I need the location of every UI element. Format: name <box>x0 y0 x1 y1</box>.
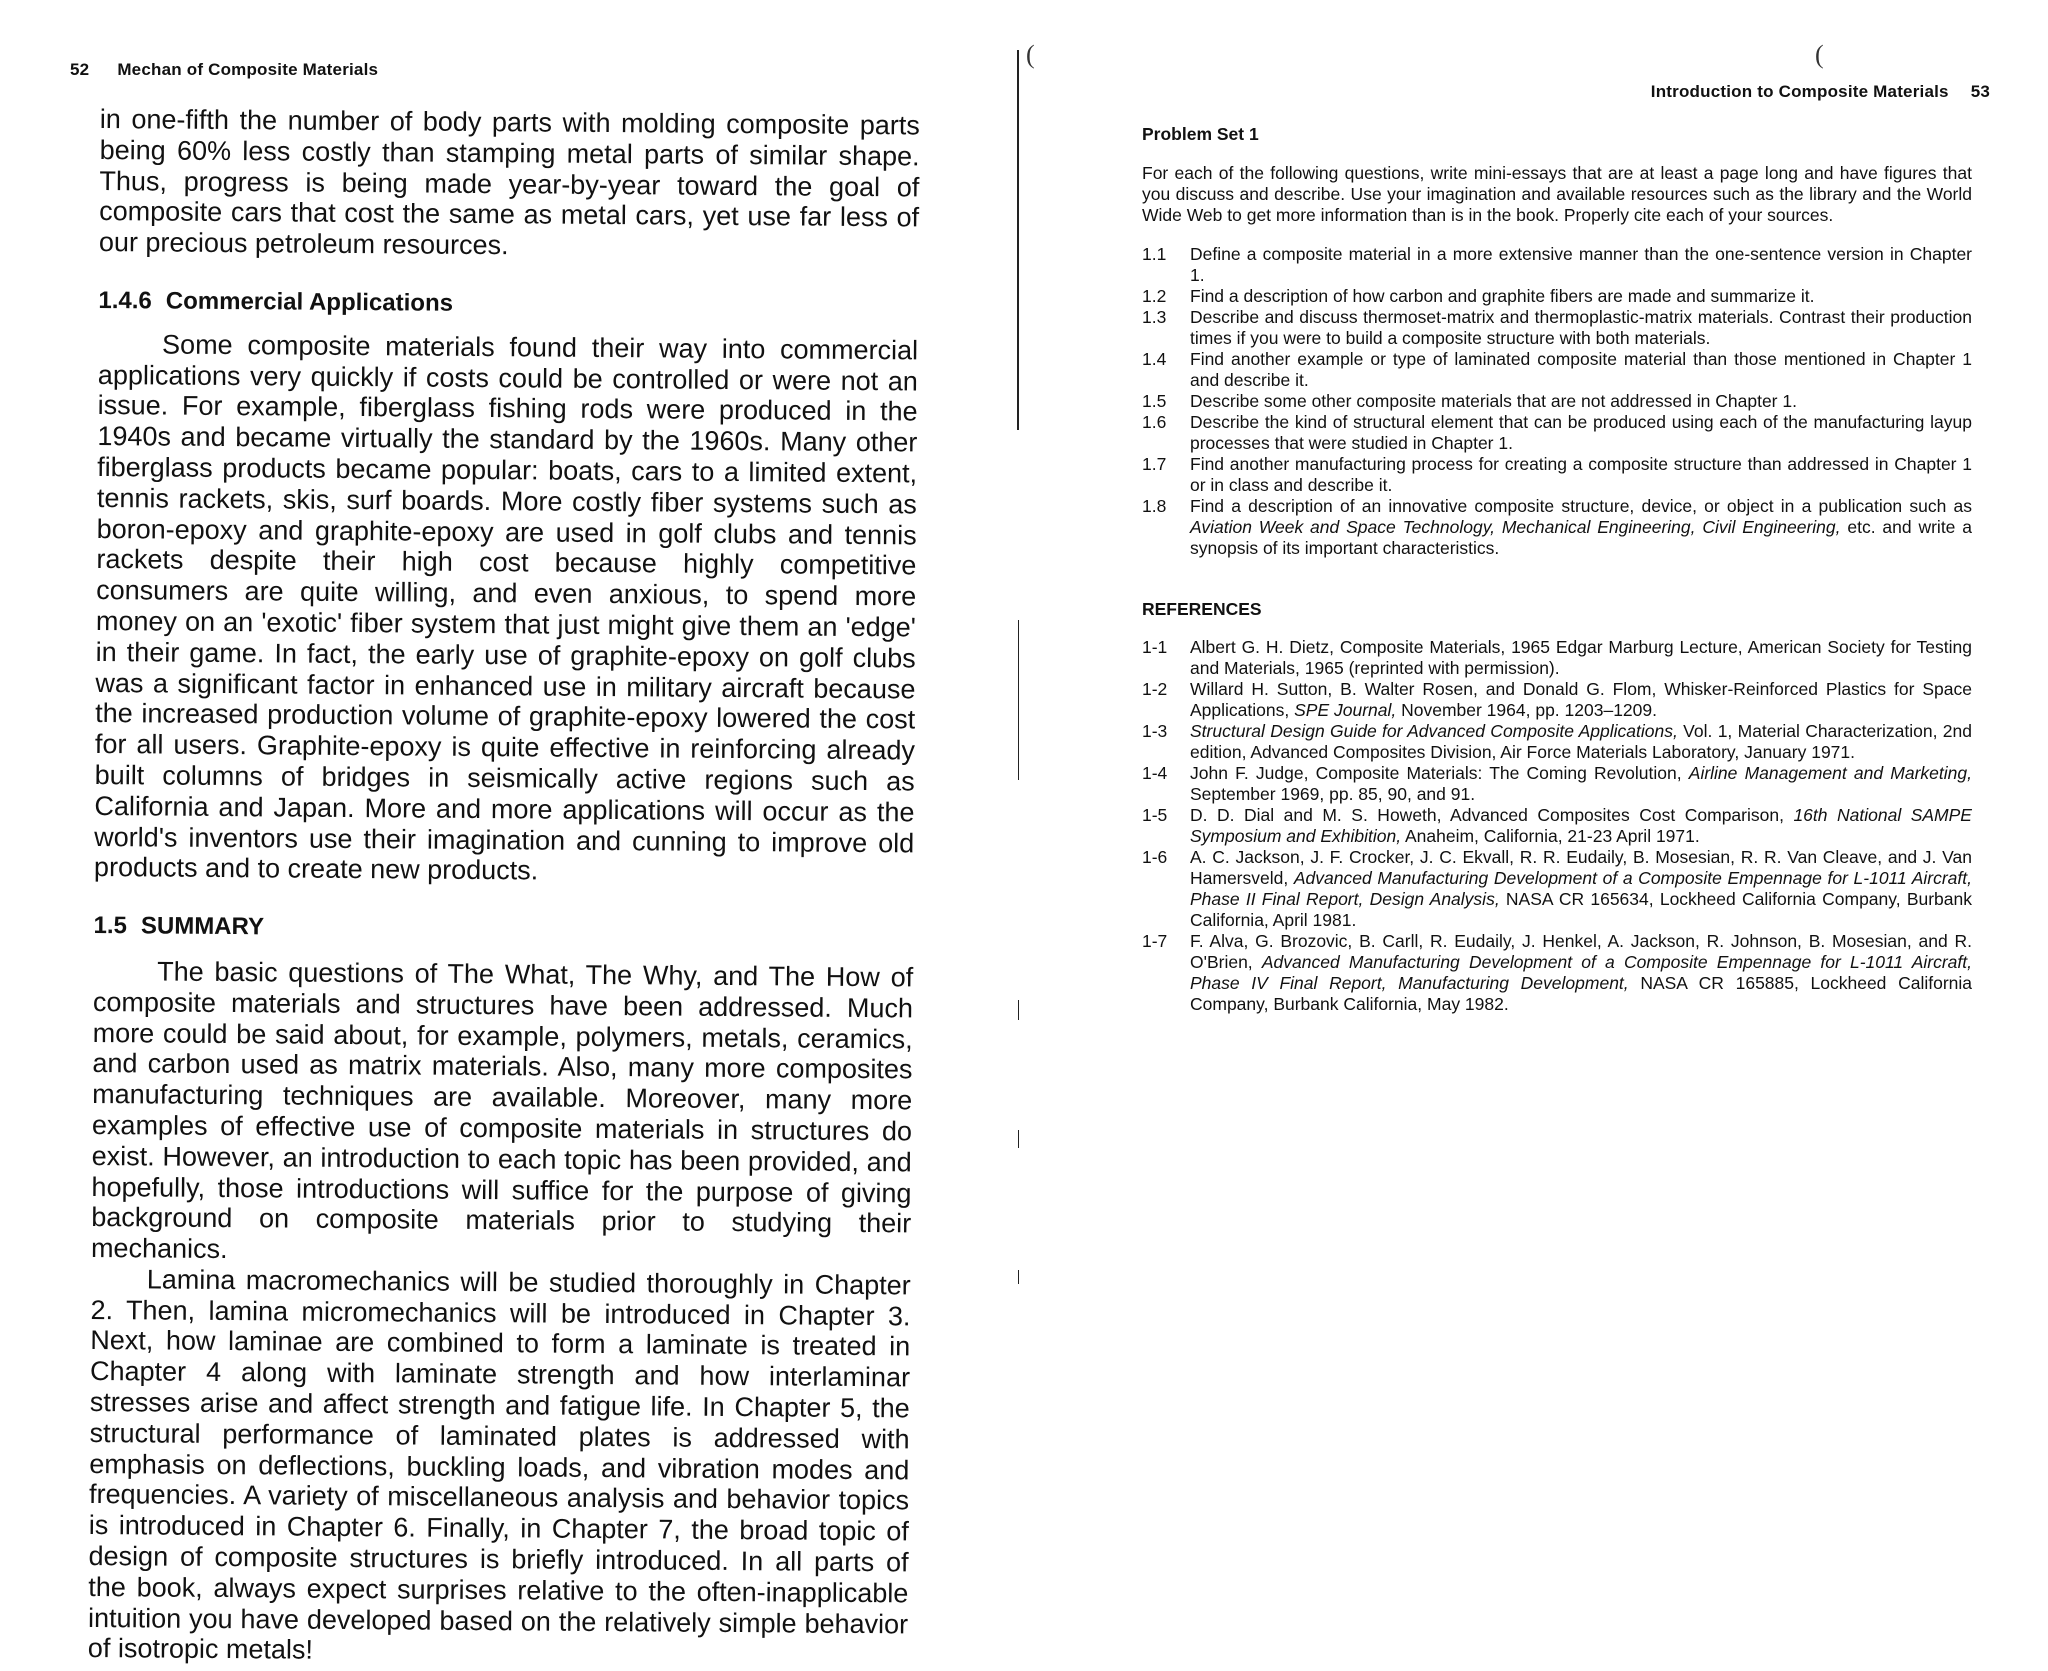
reference-text-italic: Advanced Manufacturing Development of a Composite Empennage for L-1011 Aircraft, Phase II Final Report, Design Analysis, <box>1190 868 1972 909</box>
problem-item <box>1142 244 1972 286</box>
reference-item <box>1142 847 1972 931</box>
reference-text-part: NASA CR 165634, Lockheed California Company, Burbank California, April 1981. <box>1190 889 1973 930</box>
reference-text <box>1190 679 1972 721</box>
problem-list <box>1142 244 1972 559</box>
reference-list <box>1142 637 1972 1015</box>
gutter-line <box>1017 50 1019 430</box>
problem-item <box>1142 307 1972 349</box>
reference-text-italic: Advanced Manufacturing Development of a Composite Empennage for L-1011 Aircraft, Phase IV Final Report, Manufacturing Development, <box>1190 952 1972 993</box>
reference-item <box>1142 679 1972 721</box>
reference-number: 1-5 <box>1142 805 1168 825</box>
right-page-number: 53 <box>1970 82 1990 101</box>
left-page-body <box>88 104 920 1671</box>
reference-text-part: John F. Judge, Composite Materials: The Coming Revolution, <box>1190 763 1689 783</box>
reference-text-italic: Structural Design Guide for Advanced Composite Applications, <box>1190 721 1678 741</box>
problem-number: 1.4 <box>1142 349 1167 369</box>
reference-text <box>1190 721 1972 763</box>
problem-text: Define a composite material in a more extensive manner than the one-sentence version in Chapter 1. <box>1190 244 1972 285</box>
reference-text <box>1190 847 1972 931</box>
reference-number: 1-6 <box>1142 847 1168 867</box>
problem-text: Find another manufacturing process for creating a composite structure than addressed in Chapter 1 or in class and describe it. <box>1190 454 1972 495</box>
reference-text <box>1190 805 1972 847</box>
reference-number: 1-7 <box>1142 931 1168 951</box>
problem-text: Find another example or type of laminated composite material than those mentioned in Chapter 1 and describe it. <box>1190 349 1972 390</box>
reference-number: 1-2 <box>1142 679 1168 699</box>
problem-item <box>1142 391 1972 412</box>
problem-number: 1.3 <box>1142 307 1167 327</box>
reference-number: 1-4 <box>1142 763 1168 783</box>
problem-number: 1.2 <box>1142 286 1167 306</box>
reference-text-part: November 1964, pp. 1203–1209. <box>1396 700 1657 720</box>
reference-item <box>1142 637 1972 679</box>
reference-text-italic: 16th National SAMPE Symposium and Exhibition, <box>1190 805 1972 846</box>
paragraph-summary-1: The basic questions of The What, The Why, and The How of composite materials and structures have been addressed. Much more could be said about, for example, polymers, metals, ceramics, and carbon used as matrix materials. Also, many more composites manufacturing techniques are available. Moreover, many more examples of effective use of composite materials in structures do exist. However, an introduction to each topic has been provided, and hopefully, those introductions will suffice for the purpose of giving background on composite materials prior to studying their mechanics. <box>90 956 914 1265</box>
section-heading-1-5 <box>93 911 913 948</box>
reference-text-part: Anaheim, California, 21-23 April 1971. <box>1401 826 1700 846</box>
gutter-line <box>1018 1000 1019 1020</box>
reference-text-part: Vol. 1, Material Characterization, 2nd edition, Advanced Composites Division, Air Force Materials Laboratory, January 1971. <box>1190 721 1972 762</box>
problem-item <box>1142 412 1972 454</box>
reference-text-part: A. C. Jackson, J. F. Crocker, J. C. Ekvall, R. R. Eudaily, B. Mosesian, R. R. Van Cleave, and J. Van Hamersveld, <box>1190 847 1972 888</box>
left-running-header <box>70 60 378 80</box>
reference-text-part: September 1969, pp. 85, 90, and 91. <box>1190 784 1476 804</box>
problem-number: 1.5 <box>1142 391 1167 411</box>
right-header-title: Introduction to Composite Materials <box>1650 82 1949 101</box>
problem-item <box>1142 454 1972 496</box>
reference-item <box>1142 721 1972 763</box>
reference-text-italic: SPE Journal, <box>1294 700 1397 720</box>
paragraph-commercial-applications: Some composite materials found their way into commercial applications very quickly if costs could be controlled or were not an issue. For example, fiberglass fishing rods were produced in the 1940s and became virtually the standard by the 1960s. Many other fiberglass products became popular: boats, cars to a limited extent, tennis rackets, skis, surf boards. More costly fiber systems such as boron-epoxy and graphite-epoxy are used in golf clubs and tennis rackets despite their high cost because highly competitive consumers are quite willing, and even anxious, to spend more money on an 'exotic' fiber system that just might give them an 'edge' in their game. In fact, the early use of graphite-epoxy on golf clubs was a significant factor in enhanced use in military aircraft because the increased production volume of graphite-epoxy lowered the cost for all users. Graphite-epoxy is quite effective in reinforcing already built columns of bridges in seismically active regions such as California and Japan. More and more applications will occur as the world's inventors use their imagination and cunning to improve old products and to create new products. <box>93 329 919 886</box>
problem-text: Describe the kind of structural element that can be produced using each of the manufacturing layup processes that were studied in Chapter 1. <box>1190 412 1972 453</box>
problem-text <box>1190 496 1972 559</box>
header-paren: ( <box>1815 40 1824 69</box>
problem-item <box>1142 349 1972 391</box>
section-title: Commercial Applications <box>165 287 454 317</box>
problem-set-intro: For each of the following questions, write mini-essays that are at least a page long and have figures that you discuss and describe. Use your imagination and available resources such as the library and the World Wide Web to get more information than is in the book. Properly cite each of your sources. <box>1142 163 1972 225</box>
reference-text <box>1190 637 1972 679</box>
gutter-paren: ( <box>1026 40 1035 69</box>
reference-text <box>1190 931 1972 1015</box>
problem-text: Describe and discuss thermoset-matrix and thermoplastic-matrix materials. Contrast their production times if you were to build a composite structure with both materials. <box>1190 307 1972 348</box>
problem-item <box>1142 286 1972 307</box>
reference-text-part: Willard H. Sutton, B. Walter Rosen, and Donald G. Flom, Whisker-Reinforced Plastics for Space Applications, <box>1190 679 1972 720</box>
problem-number: 1.8 <box>1142 496 1167 516</box>
gutter-line <box>1018 1270 1019 1284</box>
problem-number: 1.1 <box>1142 244 1167 264</box>
reference-text-part: Albert G. H. Dietz, Composite Materials, 1965 Edgar Marburg Lecture, American Society for Testing and Materials, 1965 (reprinted with permission). <box>1190 637 1972 678</box>
right-page-body <box>1142 124 1972 1015</box>
reference-item <box>1142 931 1972 1015</box>
problem-text-part: etc. and write a synopsis of its important characteristics. <box>1190 517 1972 558</box>
problem-number: 1.7 <box>1142 454 1167 474</box>
reference-text-part: F. Alva, G. Brozovic, B. Carll, R. Eudaily, J. Henkel, A. Jackson, R. Johnson, B. Mosesian, and R. O'Brien, <box>1190 931 1972 972</box>
left-page-number: 52 <box>70 60 90 79</box>
section-number: 1.5 <box>93 912 128 940</box>
problem-text-part: Find a description of an innovative composite structure, device, or object in a publication such as <box>1190 496 1972 516</box>
gutter-line <box>1018 1130 1019 1148</box>
right-page <box>1020 0 2048 1582</box>
problem-text: Find a description of how carbon and graphite fibers are made and summarize it. <box>1190 286 1815 306</box>
problem-text-italic: Aviation Week and Space Technology, Mechanical Engineering, Civil Engineering, <box>1190 517 1841 537</box>
section-heading-1-4-6 <box>98 286 918 323</box>
reference-text <box>1190 763 1972 805</box>
reference-text-part: D. D. Dial and M. S. Howeth, Advanced Composites Cost Comparison, <box>1190 805 1794 825</box>
reference-item <box>1142 763 1972 805</box>
left-header-title: Mechan of Composite Materials <box>117 60 379 79</box>
paragraph-summary-2: Lamina macromechanics will be studied thoroughly in Chapter 2. Then, lamina micromechanics will be introduced in Chapter 3. Next, how laminae are combined to form a laminate is treated in Chapter 4 along with laminate strength and how interlaminar stresses arise and affect strength and fatigue life. In Chapter 5, the structural performance of laminated plates is addressed with emphasis on deflections, buckling loads, and vibration modes and frequencies. A variety of miscellaneous analysis and behavior topics is introduced in Chapter 6. Finally, in Chapter 7, the broad topic of design of composite structures is briefly introduced. In all parts of the book, always expect surprises relative to the often-inapplicable intuition you have developed based on the relatively simple behavior of isotropic metals! <box>87 1264 911 1666</box>
section-title: SUMMARY <box>140 912 265 941</box>
reference-text-part: NASA CR 165885, Lockheed California Company, Burbank California, May 1982. <box>1190 973 1973 1014</box>
problem-set-title: Problem Set 1 <box>1142 124 1259 144</box>
reference-number: 1-3 <box>1142 721 1168 741</box>
left-page <box>0 0 1005 1666</box>
gutter-line <box>1018 620 1019 780</box>
paragraph-continued: in one-fifth the number of body parts with molding composite parts being 60% less costly than stamping metal parts of similar shape. Thus, progress is being made year-by-year toward the goal of composite cars that cost the same as metal cars, yet use far less of our precious petroleum resources. <box>98 104 920 261</box>
references-title: REFERENCES <box>1142 599 1262 619</box>
right-running-header <box>1651 82 1990 102</box>
reference-number: 1-1 <box>1142 637 1168 657</box>
reference-text-italic: Airline Management and Marketing, <box>1688 763 1972 783</box>
section-number: 1.4.6 <box>98 286 152 315</box>
problem-number: 1.6 <box>1142 412 1167 432</box>
problem-item <box>1142 496 1972 559</box>
problem-text: Describe some other composite materials that are not addressed in Chapter 1. <box>1190 391 1797 411</box>
reference-item <box>1142 805 1972 847</box>
